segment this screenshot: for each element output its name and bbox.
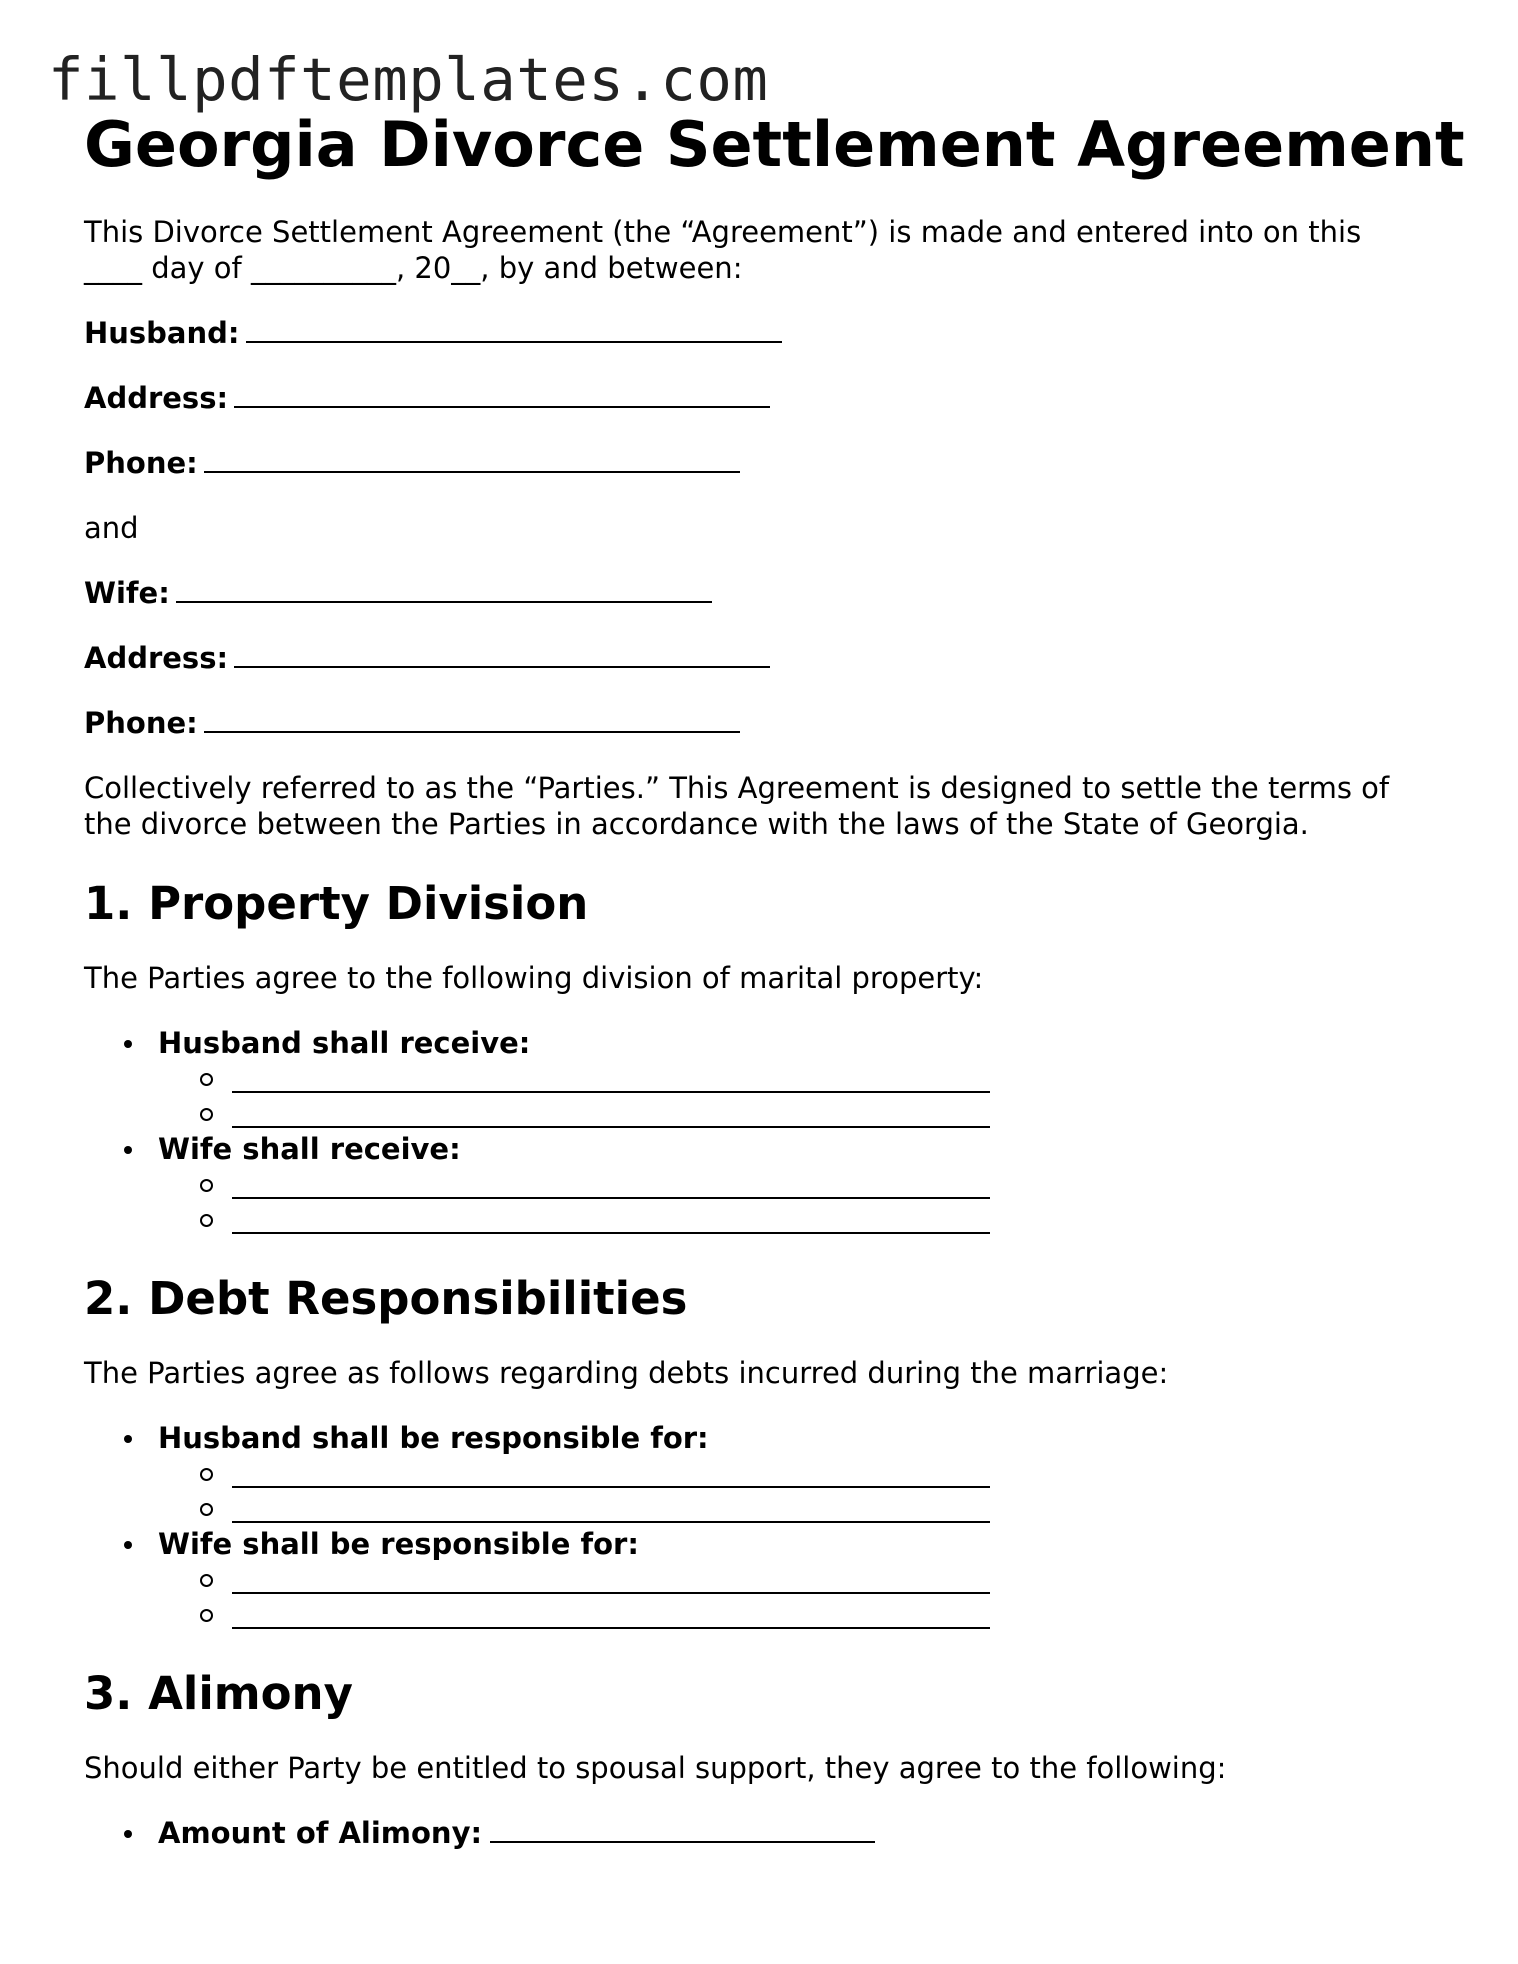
blank-line-item[interactable]: [200, 1491, 1444, 1526]
intro-paragraph: [84, 214, 1444, 286]
section-heading-property-division: 1. Property Division: [84, 877, 589, 930]
fill-line[interactable]: [232, 1232, 990, 1234]
husband-name-blank[interactable]: [246, 317, 782, 343]
section-intro-alimony: Should either Party be entitled to spousal support, they agree to the following:: [84, 1751, 1227, 1785]
alimony-amount-label: Amount of Alimony:: [158, 1816, 483, 1850]
wife-phone-field[interactable]: [84, 705, 1444, 741]
husband-address-label: Address:: [84, 381, 229, 415]
list-item: [124, 1420, 1444, 1526]
husband-receive-label: Husband shall receive:: [158, 1026, 531, 1060]
fill-line[interactable]: [232, 1091, 990, 1093]
wife-receive-sublist: [158, 1167, 1444, 1237]
wife-address-field[interactable]: [84, 640, 1444, 676]
wife-name-label: Wife:: [84, 576, 170, 610]
section-heading-debt-responsibilities: 2. Debt Responsibilities: [84, 1272, 688, 1325]
fill-line[interactable]: [232, 1486, 990, 1488]
alimony-list: [84, 1815, 1444, 1851]
blank-line-item[interactable]: [200, 1597, 1444, 1632]
document-body: [84, 106, 1465, 1851]
wife-phone-blank[interactable]: [204, 707, 740, 733]
fill-line[interactable]: [232, 1126, 990, 1128]
wife-name-blank[interactable]: [176, 577, 712, 603]
husband-receive-sublist: [158, 1061, 1444, 1131]
site-watermark: fillpdftemplates.com: [48, 45, 769, 114]
fill-line[interactable]: [232, 1197, 990, 1199]
section-intro-property-division: The Parties agree to the following division of marital property:: [84, 961, 984, 995]
debt-responsibilities-list: [84, 1420, 1444, 1632]
blank-line-item[interactable]: [200, 1562, 1444, 1597]
blank-line-item[interactable]: [200, 1202, 1444, 1237]
intro-line-2[interactable]: ____ day of __________, 20__, by and between:: [84, 251, 743, 285]
fill-line[interactable]: [232, 1592, 990, 1594]
blank-line-item[interactable]: [200, 1061, 1444, 1096]
husband-name-field[interactable]: [84, 315, 1444, 351]
blank-line-item[interactable]: [200, 1096, 1444, 1131]
wife-address-label: Address:: [84, 641, 229, 675]
husband-address-field[interactable]: [84, 380, 1444, 416]
husband-phone-label: Phone:: [84, 446, 198, 480]
section-intro-debt-responsibilities: The Parties agree as follows regarding debts incurred during the marriage:: [84, 1356, 1169, 1390]
blank-line-item[interactable]: [200, 1167, 1444, 1202]
collective-line-1: Collectively referred to as the “Parties.” This Agreement is designed to settle the terms of: [84, 771, 1390, 805]
husband-debt-label: Husband shall be responsible for:: [158, 1421, 709, 1455]
document-title: Georgia Divorce Settlement Agreement: [84, 108, 1465, 181]
section-heading-alimony: 3. Alimony: [84, 1667, 353, 1720]
husband-phone-blank[interactable]: [204, 447, 740, 473]
husband-debt-sublist: [158, 1456, 1444, 1526]
collective-paragraph: [84, 770, 1444, 842]
collective-line-2: the divorce between the Parties in accordance with the laws of the State of Georgia.: [84, 807, 1309, 841]
wife-debt-label: Wife shall be responsible for:: [158, 1527, 639, 1561]
alimony-amount-blank[interactable]: [490, 1817, 875, 1843]
intro-line-1: This Divorce Settlement Agreement (the “Agreement”) is made and entered into on this: [84, 215, 1362, 249]
husband-name-label: Husband:: [84, 316, 240, 350]
wife-name-field[interactable]: [84, 575, 1444, 611]
list-item: [124, 1025, 1444, 1131]
fill-line[interactable]: [232, 1627, 990, 1629]
list-item: [124, 1815, 1444, 1851]
blank-line-item[interactable]: [200, 1456, 1444, 1491]
list-item: [124, 1526, 1444, 1632]
fill-line[interactable]: [232, 1521, 990, 1523]
wife-receive-label: Wife shall receive:: [158, 1132, 461, 1166]
list-item: [124, 1131, 1444, 1237]
wife-address-blank[interactable]: [234, 642, 770, 668]
wife-debt-sublist: [158, 1562, 1444, 1632]
wife-phone-label: Phone:: [84, 706, 198, 740]
and-text: and: [84, 511, 139, 545]
property-division-list: [84, 1025, 1444, 1237]
husband-phone-field[interactable]: [84, 445, 1444, 481]
husband-address-blank[interactable]: [234, 382, 770, 408]
